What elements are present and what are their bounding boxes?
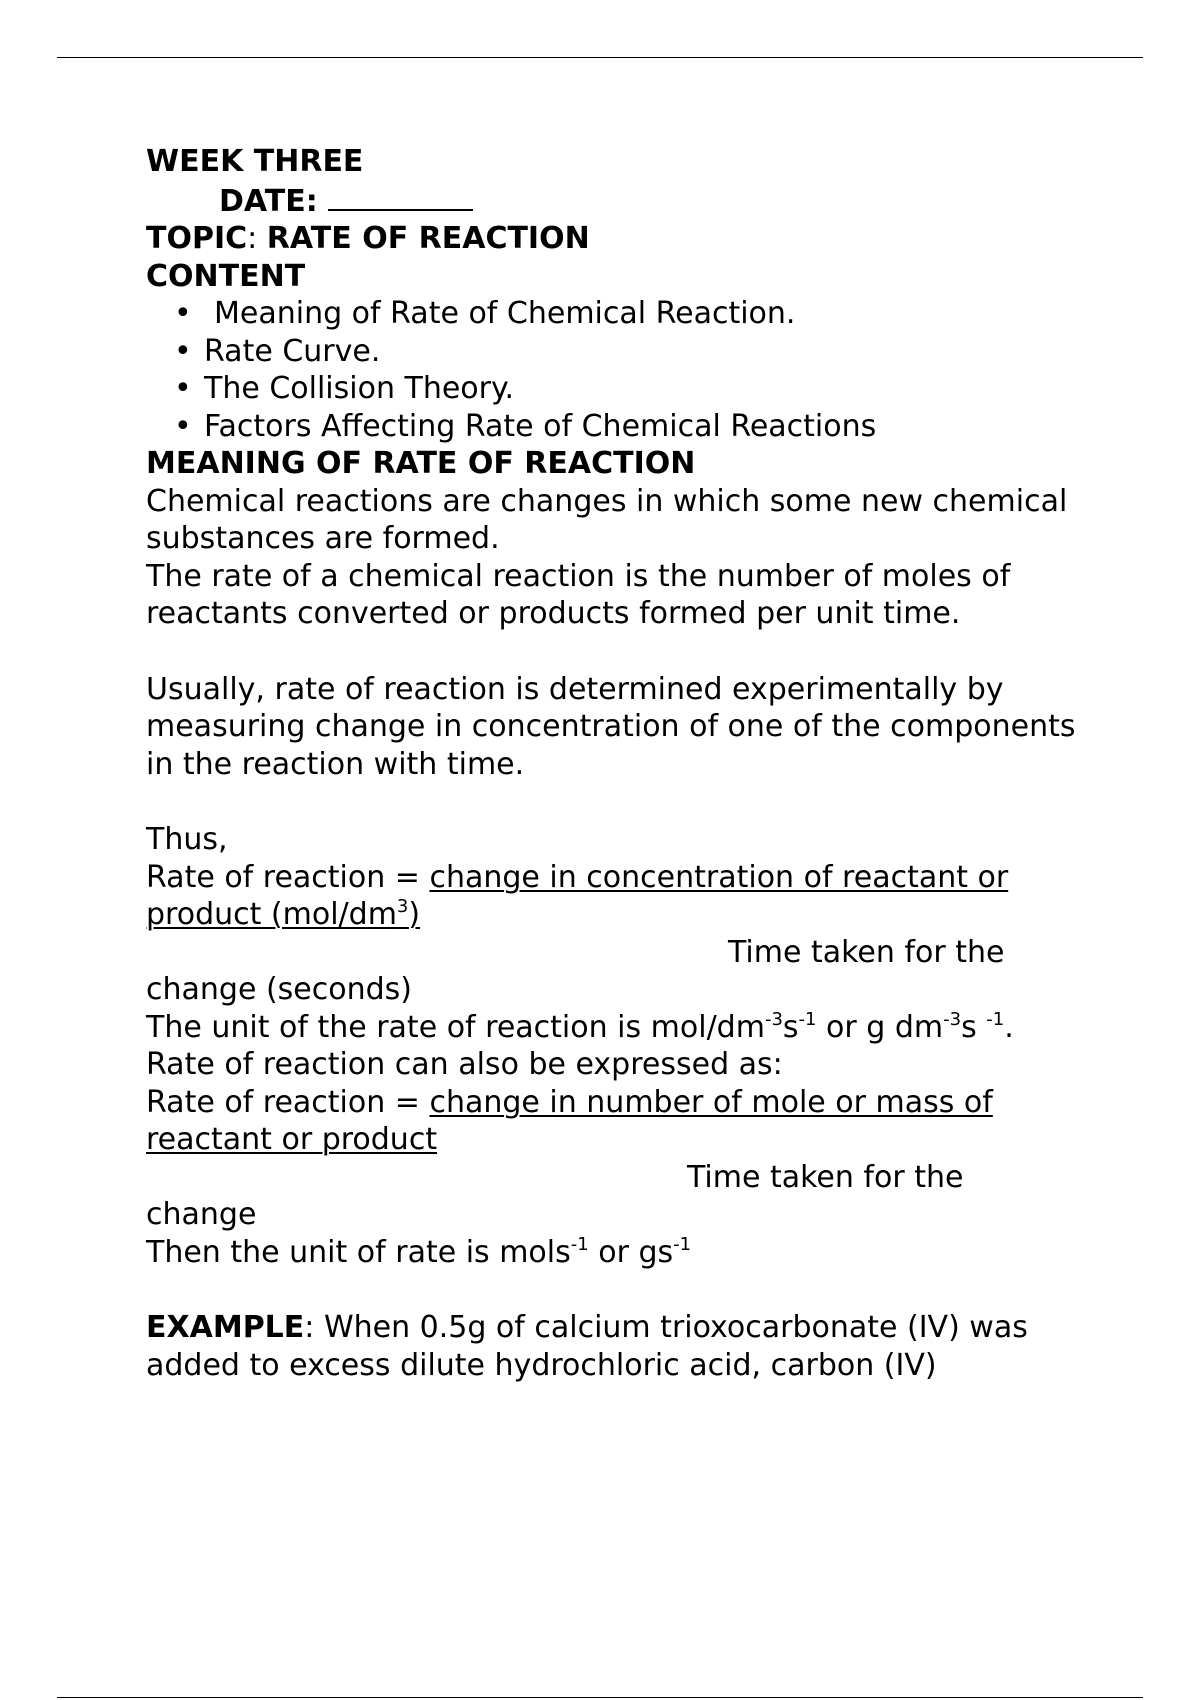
unit-2-text: or gs xyxy=(588,1234,674,1270)
content-list-item: • Meaning of Rate of Chemical Reaction. xyxy=(174,295,1106,333)
unit-1-text: s xyxy=(961,1009,987,1045)
content-list-item: • Factors Affecting Rate of Chemical Reactions xyxy=(174,408,1106,446)
spacer xyxy=(146,633,1106,671)
content-list xyxy=(146,295,1106,445)
unit-2-sup: -1 xyxy=(570,1233,589,1255)
formula-1-denominator-continued: change (seconds) xyxy=(146,972,412,1007)
content-list-item: • The Collision Theory. xyxy=(174,370,1106,408)
unit-2-text: Then the unit of rate is mols xyxy=(146,1234,571,1270)
content-list-item: • Rate Curve. xyxy=(174,333,1106,371)
unit-2-sup: -1 xyxy=(673,1233,692,1255)
example-label: EXAMPLE xyxy=(146,1310,305,1345)
week-heading: WEEK THREE xyxy=(146,144,364,179)
top-page-rule xyxy=(57,57,1143,58)
unit-1-sup: -3 xyxy=(943,1008,962,1030)
topic-line xyxy=(146,220,1106,258)
formula-2-numerator: change in number of mole or mass of reactant or product xyxy=(146,1084,993,1157)
meaning-paragraph-3: Usually, rate of reaction is determined experimentally by measuring change in concentration of one of the components in the reaction with time. xyxy=(146,671,1076,782)
formula-1-numerator-end: ) xyxy=(408,897,421,932)
date-blank xyxy=(328,181,473,211)
also-expressed-text: Rate of reaction can also be expressed as: xyxy=(146,1047,783,1082)
formula-2-denominator: Time taken for the xyxy=(687,1159,964,1195)
spacer xyxy=(146,1271,1106,1309)
meaning-paragraph-1: Chemical reactions are changes in which some new chemical substances are formed. xyxy=(146,483,1068,556)
topic-colon: : xyxy=(247,221,267,256)
formula-1-numerator-text: change in concentration of reactant or product (mol/dm xyxy=(146,859,1009,932)
formula-1-line xyxy=(146,859,1106,934)
content-heading: CONTENT xyxy=(146,258,306,294)
unit-line-1 xyxy=(146,1009,1106,1047)
thus-text: Thus, xyxy=(146,822,228,857)
formula-2-lhs: Rate of reaction = xyxy=(146,1084,430,1120)
example-text: : When 0.5g of calcium trioxocarbonate (IV) was added to excess dilute hydrochloric acid, carbon (IV) xyxy=(146,1310,1028,1383)
unit-1-text: s xyxy=(782,1009,799,1045)
date-line xyxy=(146,181,1106,221)
date-label: DATE: xyxy=(219,183,318,219)
formula-2-denominator-continued: change xyxy=(146,1197,257,1232)
example-paragraph xyxy=(146,1309,1106,1384)
formula-1-denominator: Time taken for the xyxy=(728,934,1005,970)
unit-1-text: . xyxy=(1004,1009,1014,1045)
unit-1-sup: -1 xyxy=(798,1008,817,1030)
unit-1-text: The unit of the rate of reaction is mol/dm xyxy=(146,1009,765,1045)
unit-1-sup: -1 xyxy=(986,1008,1005,1030)
spacer xyxy=(146,783,1106,821)
document-body xyxy=(146,143,1106,1384)
bottom-page-rule xyxy=(57,1697,1143,1698)
meaning-heading: MEANING OF RATE OF REACTION xyxy=(146,446,696,481)
formula-1-superscript: 3 xyxy=(396,896,409,917)
formula-2-line xyxy=(146,1084,1106,1159)
unit-1-sup: -3 xyxy=(764,1008,783,1030)
unit-line-2 xyxy=(146,1234,1106,1272)
formula-1-lhs: Rate of reaction = xyxy=(146,859,430,895)
topic-title: RATE OF REACTION xyxy=(266,221,590,256)
topic-label: TOPIC xyxy=(146,221,248,256)
meaning-paragraph-2: The rate of a chemical reaction is the number of moles of reactants converted or products formed per unit time. xyxy=(146,558,1011,631)
unit-1-text: or g dm xyxy=(816,1009,944,1045)
